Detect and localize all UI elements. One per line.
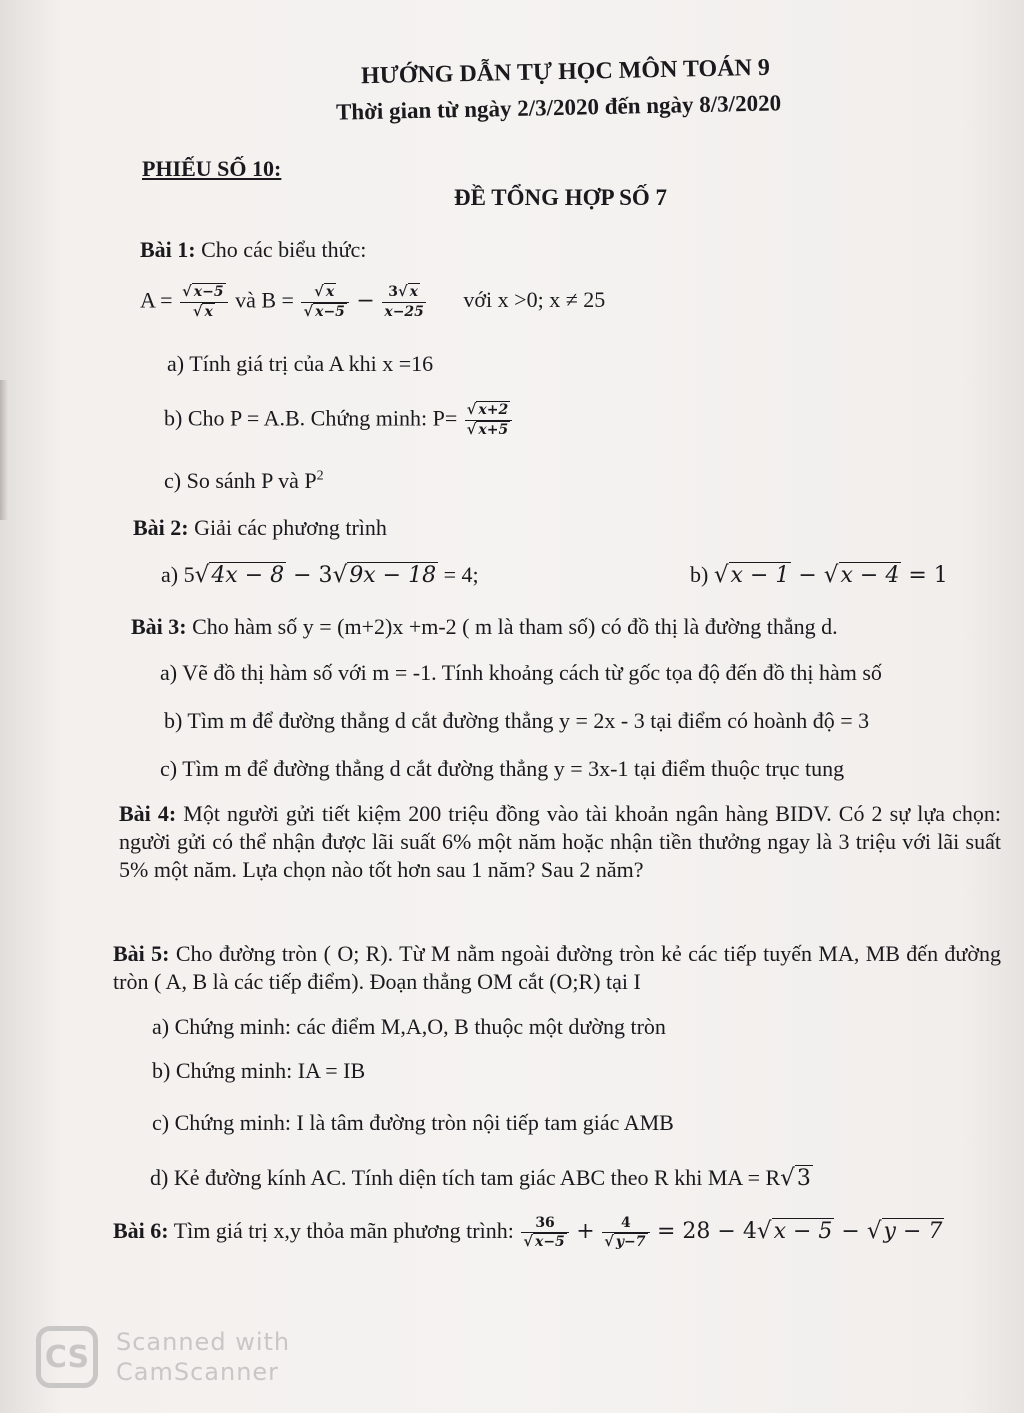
document-subtitle: Thời gian từ ngày 2/3/2020 đến ngày 8/3/2020 — [335, 90, 782, 125]
bai2-b-end: = 1 — [901, 563, 948, 588]
bai6-rhs-radical1: √x − 5 — [756, 1218, 833, 1245]
bai6-line — [113, 1215, 944, 1251]
fraction-A: $\frac{√ x-5}{√ x}$ — [180, 284, 227, 321]
camscanner-logo-icon: CS — [36, 1326, 98, 1388]
bai3-heading — [131, 614, 838, 640]
bai3-label: Bài 3: — [131, 614, 187, 639]
bai2-heading — [133, 515, 387, 541]
bai1-label: Bài 1: — [140, 237, 196, 262]
bai2-a-radicand2: 9x − 18 — [349, 563, 437, 588]
bai2-b-prefix: b) — [690, 562, 714, 587]
fraction-B1-numerator: x — [325, 284, 335, 300]
bai1-expressions — [140, 284, 605, 321]
fraction-P: $\frac{√ x+2}{√ x+5}$ — [465, 402, 512, 439]
fraction-36-denominator: x−5 — [534, 1234, 565, 1251]
bai6-rhs-radical2: √y − 7 — [866, 1218, 943, 1245]
bai6-rhs-mid: − — [834, 1219, 867, 1245]
bai1-part-c-exponent: 2 — [316, 468, 324, 484]
bai1-condition: với x >0; x ≠ 25 — [463, 287, 606, 313]
fraction-B2-numerator: x — [409, 284, 419, 301]
bai4-text: Một người gửi tiết kiệm 200 triệu đồng vào tài khoản ngân hàng BIDV. Có 2 sự lựa chọn: người gửi có thể nhận được lãi suất 6% một năm hoặc nhận tiền thưởng ngay là 3 triệu với lãi suất 5% một năm. Lựa chọn nào tốt hơn sau 1 năm? Sau 2 năm? — [119, 801, 1001, 882]
bai5-d-radicand: 3 — [796, 1166, 811, 1191]
bai2-b-radicand2: x − 4 — [840, 563, 900, 588]
fraction-4-numerator: 4 — [602, 1215, 649, 1233]
fraction-B2-denominator: x−25 — [384, 304, 424, 321]
bai5-part-a: a) Chứng minh: các điểm M,A,O, B thuộc một dường tròn — [152, 1014, 666, 1039]
bai2-a-prefix: a) 5 — [161, 562, 195, 587]
fraction-B2: $\frac{3√ x}{x-25}$ — [384, 283, 424, 321]
bai5-part-b: b) Chứng minh: IA = IB — [152, 1058, 366, 1083]
bai1-heading — [140, 237, 366, 263]
bai5-part-d — [150, 1165, 813, 1193]
bai1-intro: Cho các biểu thức: — [201, 237, 367, 262]
bai2-a-radical1: √4x − 8 — [194, 562, 285, 588]
fraction-P-numerator: x+2 — [478, 402, 509, 418]
bai1-part-b-text: b) Cho P = A.B. Chứng minh: P= — [164, 405, 458, 431]
bai2-part-a — [161, 562, 479, 590]
watermark-line2: CamScanner — [116, 1358, 280, 1386]
bai3-part-a: a) Vẽ đồ thị hàm số với m = -1. Tính khoảng cách từ gốc tọa độ đến đồ thị hàm số — [160, 660, 882, 685]
bai3-intro: Cho hàm số y = (m+2)x +m-2 ( m là tham số) có đồ thị là đường thẳng d. — [192, 614, 838, 639]
fraction-B1-denominator: x−5 — [315, 303, 345, 320]
bai1-part-b — [164, 402, 514, 439]
bai5-label: Bài 5: — [113, 941, 170, 966]
bai2-b-mid: − — [791, 563, 824, 588]
bai4-paragraph — [119, 800, 1001, 884]
fraction-A-denominator: x — [204, 303, 213, 320]
bai1-and-b: và B = — [235, 287, 294, 313]
bai1-part-a: a) Tính giá trị của A khi x =16 — [167, 351, 434, 376]
bai6-text: Tìm giá trị x,y thỏa mãn phương trình: — [173, 1218, 514, 1244]
bai2-a-end: = 4; — [438, 562, 479, 587]
bai3-part-b: b) Tìm m để đường thẳng d cắt đường thẳng y = 2x - 3 tại điểm có hoành độ = 3 — [164, 708, 870, 733]
bai5-d-radical: √3 — [780, 1165, 811, 1191]
bai6-rhs-radicand1: x − 5 — [773, 1219, 833, 1245]
bai2-b-radical2: √x − 4 — [823, 562, 900, 588]
plus-sign: + — [576, 1219, 595, 1245]
watermark-line1: Scanned with — [116, 1328, 291, 1356]
fraction-P-denominator: x+5 — [478, 421, 509, 438]
bai2-a-radical2: √9x − 18 — [332, 562, 437, 588]
bai2-part-b — [690, 562, 948, 590]
bai6-rhs-radicand2: y − 7 — [883, 1219, 943, 1245]
bai3-part-c: c) Tìm m để đường thẳng d cắt đường thẳng y = 3x-1 tại điểm thuộc trục tung — [160, 756, 845, 781]
bai5-d-text: d) Kẻ đường kính AC. Tính diện tích tam giác ABC theo R khi MA = R — [150, 1165, 781, 1190]
document-title: HƯỚNG DẪN TỰ HỌC MÔN TOÁN 9 — [360, 54, 771, 90]
bai2-a-radicand1: 4x − 8 — [211, 563, 285, 588]
bai5-part-c: c) Chứng minh: I là tâm đường tròn nội tiếp tam giác AMB — [152, 1110, 674, 1135]
sheet-label: PHIẾU SỐ 10: — [142, 156, 282, 181]
bai1-part-c-text: c) So sánh P và P — [164, 468, 317, 493]
fraction-A-numerator: x−5 — [193, 284, 224, 300]
bai2-a-mid: − 3 — [286, 563, 333, 588]
page-edge-shadow — [0, 380, 8, 520]
bai2-intro: Giải các phương trình — [194, 515, 387, 540]
bai5-paragraph — [113, 940, 1001, 996]
bai2-b-radical1: √x − 1 — [713, 562, 790, 588]
bai6-rhs-prefix: = 28 − 4 — [657, 1219, 757, 1245]
bai2-b-radicand1: x − 1 — [730, 563, 790, 588]
bai2-label: Bài 2: — [133, 515, 189, 540]
fraction-4-denominator: y−7 — [615, 1234, 646, 1251]
bai1-a-lhs: A = — [140, 287, 173, 313]
bai6-label: Bài 6: — [113, 1218, 169, 1244]
fraction-36-numerator: 36 — [521, 1215, 568, 1233]
bai4-label: Bài 4: — [119, 801, 177, 826]
exam-title: ĐỀ TỔNG HỢP SỐ 7 — [454, 185, 668, 210]
fraction-B1: $\frac{√ x}{√ x-5}$ — [301, 284, 348, 321]
bai5-text: Cho đường tròn ( O; R). Từ M nằm ngoài đường tròn kẻ các tiếp tuyến MA, MB đến đường tròn ( A, B là các tiếp điểm). Đoạn thẳng OM cắt (O;R) tại I — [113, 941, 1001, 994]
fraction-36: $\frac{36}{√ x-5}$ — [521, 1215, 568, 1251]
minus-sign: − — [356, 288, 375, 314]
bai1-part-c — [164, 468, 324, 494]
fraction-4: $\frac{4}{√ y-7}$ — [602, 1215, 649, 1251]
fraction-B2-coefficient: 3 — [388, 284, 398, 301]
